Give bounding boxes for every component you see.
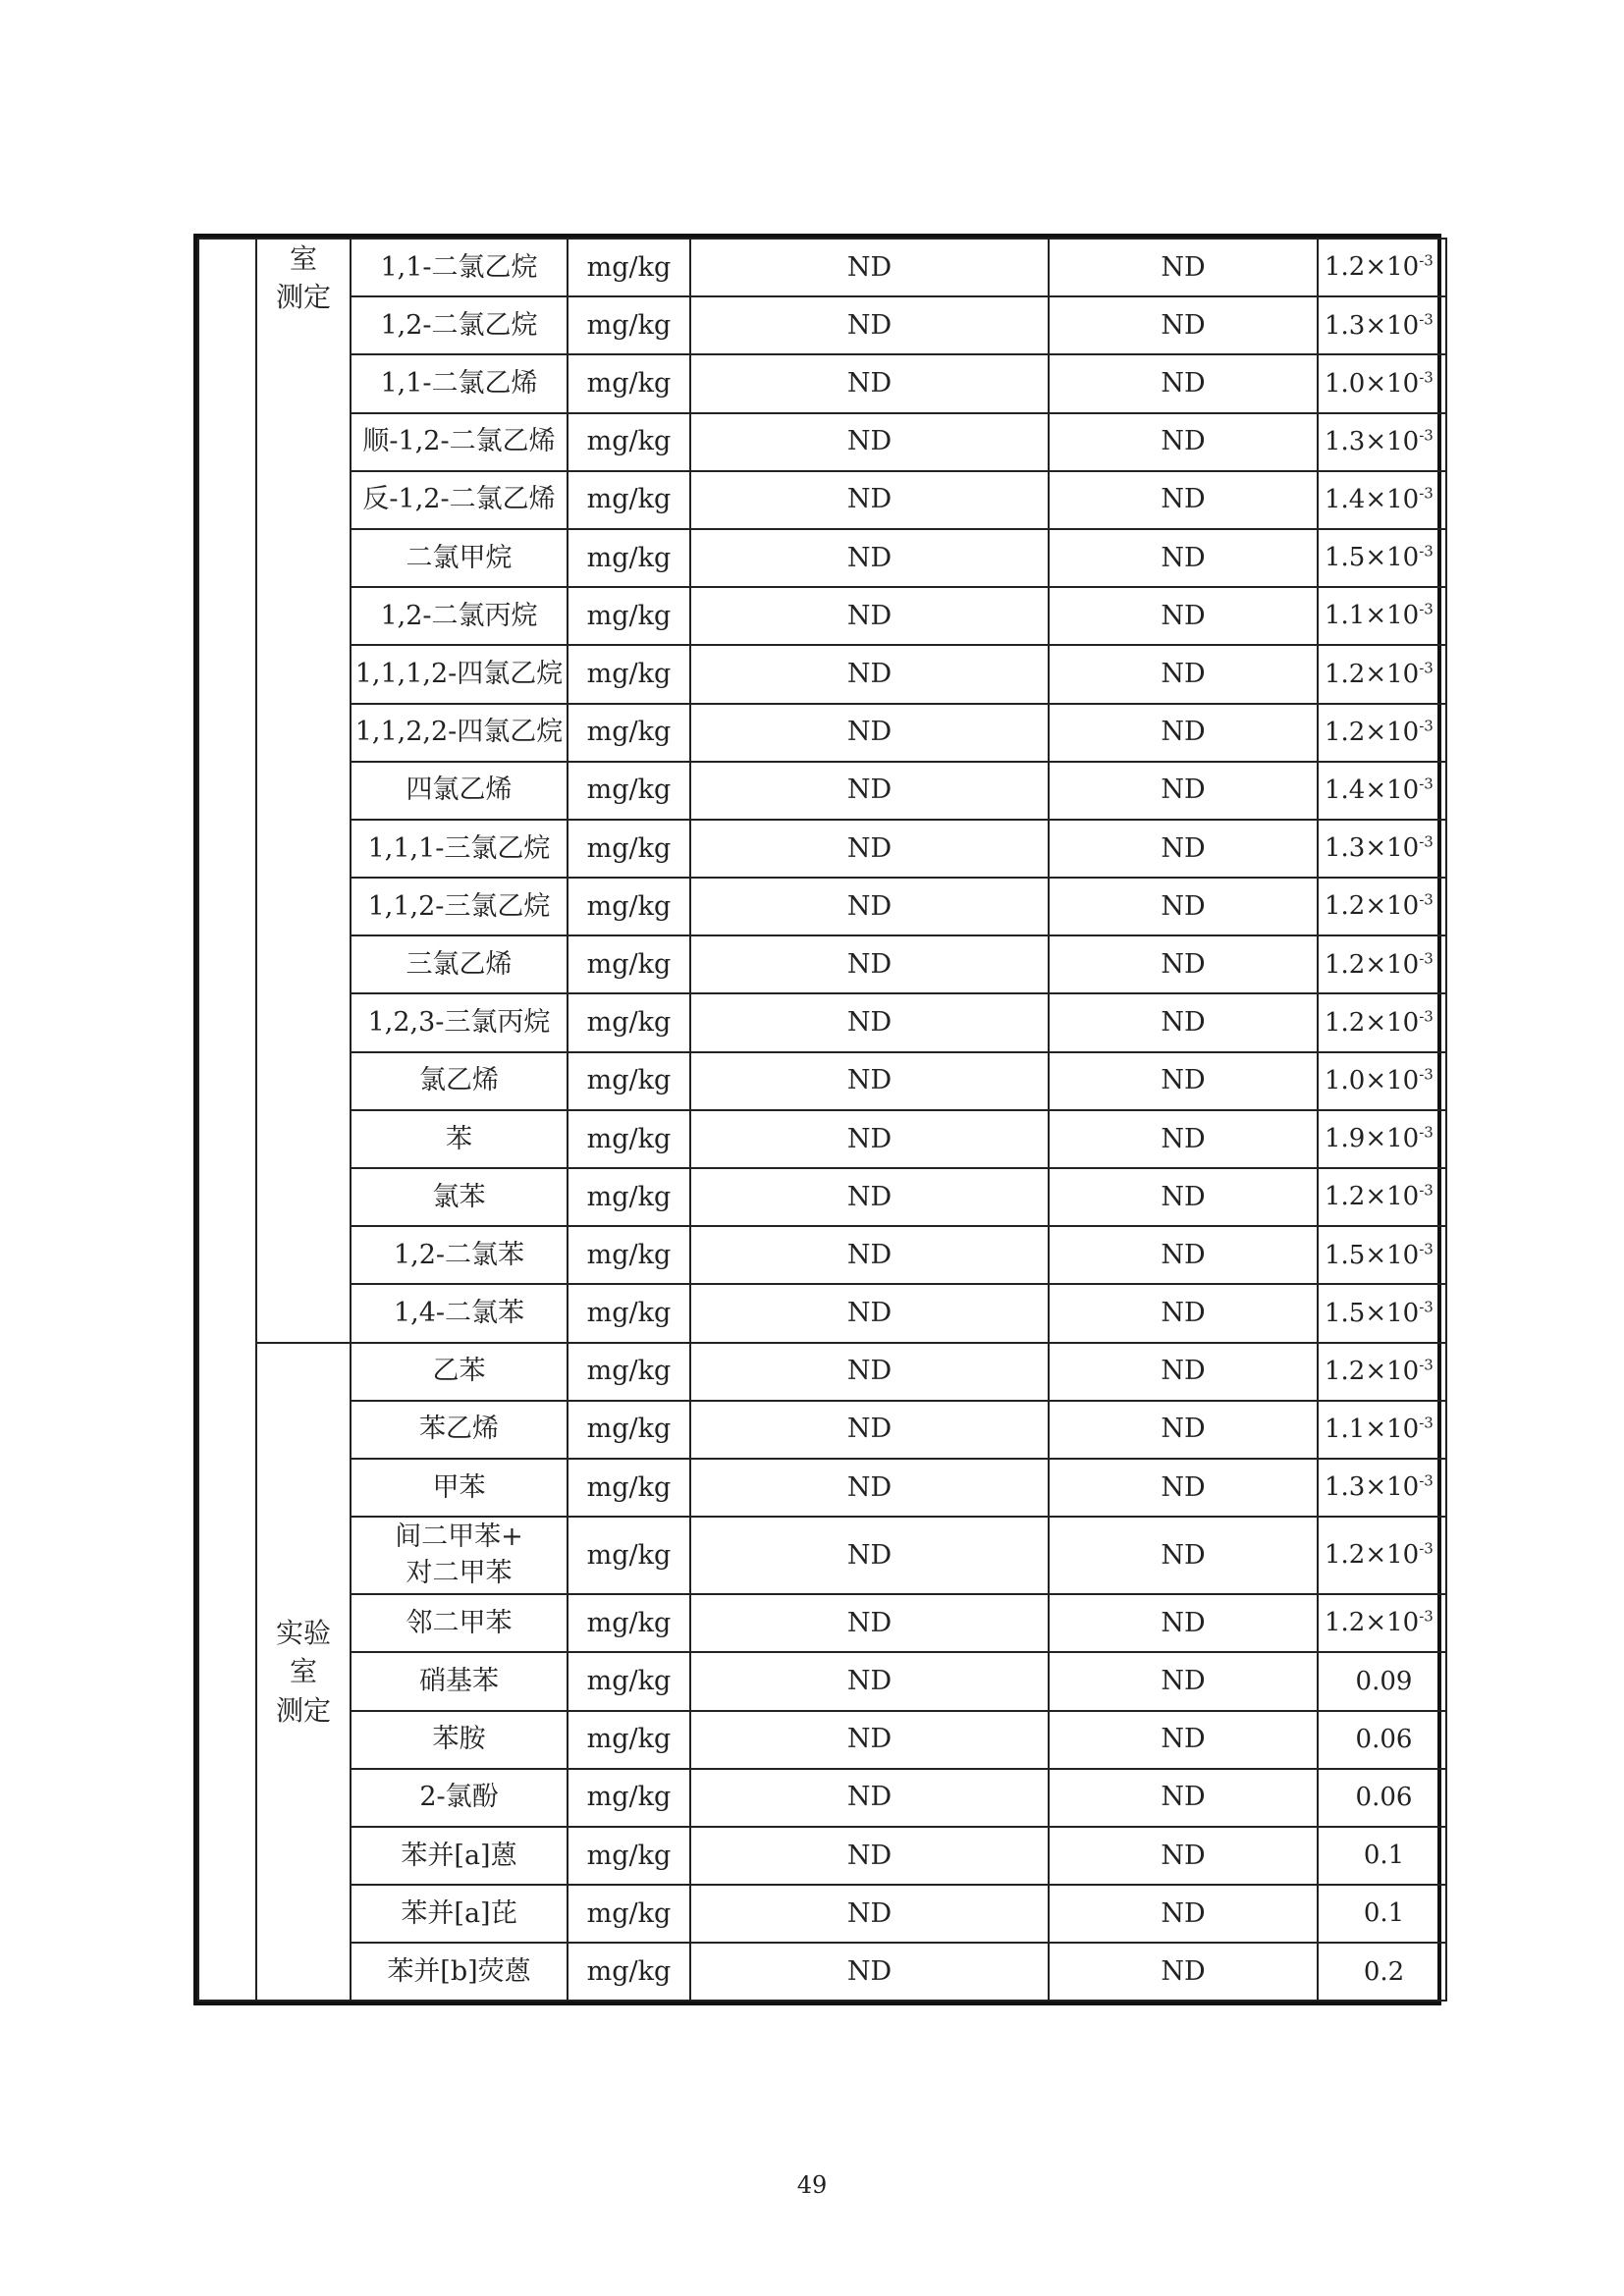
detection-limit-text: $1.4\times 10^{-3}$ [1325,774,1434,806]
unit-cell: mg/kg [568,820,690,878]
exponent: -3 [1419,774,1434,793]
table-row [198,354,1446,412]
analyte-name: 顺-1,2-二氯乙烯 [351,413,568,471]
category-blank-cell [198,239,256,2001]
results-table [197,238,1447,2002]
exponent: -3 [1419,1298,1434,1316]
result-value-1: ND [690,993,1049,1051]
result-value-2: ND [1049,1226,1318,1284]
exponent: -3 [1419,600,1434,618]
detection-limit-text: $1.3\times 10^{-3}$ [1325,832,1434,864]
unit-cell: mg/kg [568,1284,690,1342]
exponent: -3 [1419,484,1434,503]
exponent: -3 [1419,368,1434,387]
unit-cell: mg/kg [568,239,690,296]
result-value-2: ND [1049,1943,1318,2001]
detection-limit-text: $1.2\times 10^{-3}$ [1325,659,1434,689]
result-value-1: ND [690,1885,1049,1943]
result-value-1: ND [690,1652,1049,1710]
analyte-name: 乙苯 [351,1343,568,1401]
table-row [198,587,1446,645]
result-value-2: ND [1049,1284,1318,1342]
detection-limit-text: 0.06 [1355,1724,1413,1754]
results-table-container [193,234,1441,2005]
table-row [198,1110,1446,1168]
result-value-2: ND [1049,413,1318,471]
unit-cell: mg/kg [568,1594,690,1652]
detection-limit-text: $1.3\times 10^{-3}$ [1325,309,1434,341]
exponent: -3 [1419,948,1434,967]
result-value-1: ND [690,1459,1049,1517]
result-value-2: ND [1049,354,1318,412]
result-value-1: ND [690,935,1049,993]
exponent: -3 [1419,1181,1434,1200]
table-row [198,413,1446,471]
exponent: -3 [1419,1471,1434,1490]
analyte-name: 1,1,2,2-四氯乙烷 [351,704,568,762]
result-value-1: ND [690,1594,1049,1652]
table-row [198,1168,1446,1226]
analyte-name: 1,2-二氯苯 [351,1226,568,1284]
result-value-1: ND [690,1110,1049,1168]
table-row [198,471,1446,529]
unit-cell: mg/kg [568,1110,690,1168]
table-row [198,1459,1446,1517]
result-value-1: ND [690,354,1049,412]
result-value-2: ND [1049,529,1318,587]
detection-limit [1318,1517,1446,1594]
exponent: -3 [1419,1065,1434,1084]
detection-limit-text: $1.0\times 10^{-3}$ [1325,368,1434,399]
detection-limit [1318,935,1446,993]
analyte-name: 2-氯酚 [351,1769,568,1827]
exponent: -3 [1419,251,1434,270]
result-value-2: ND [1049,587,1318,645]
result-value-2: ND [1049,1769,1318,1827]
exponent: -3 [1419,309,1434,328]
detection-limit [1318,1459,1446,1517]
detection-limit-text: $1.2\times 10^{-3}$ [1325,1539,1434,1571]
analyte-name: 苯胺 [351,1711,568,1769]
result-value-2: ND [1049,1652,1318,1710]
detection-limit [1318,1110,1446,1168]
result-value-1: ND [690,1343,1049,1401]
page-number: 49 [796,2171,828,2199]
result-value-2: ND [1049,239,1318,296]
detection-limit-text: $1.2\times 10^{-3}$ [1325,1356,1434,1386]
detection-limit [1318,645,1446,703]
detection-limit-text: 0.1 [1363,1898,1405,1929]
analyte-name: 1,2-二氯乙烷 [351,296,568,354]
detection-limit-text: 0.06 [1355,1783,1413,1813]
detection-limit-text: $1.1\times 10^{-3}$ [1325,600,1434,631]
detection-limit [1318,820,1446,878]
group-label-lower: 实验 室 测定 [256,1343,351,2002]
analyte-name: 1,2-二氯丙烷 [351,587,568,645]
table-row [198,935,1446,993]
analyte-name: 二氯甲烷 [351,529,568,587]
table-row [198,1769,1446,1827]
detection-limit-text: 0.2 [1363,1956,1405,1987]
group-label-upper: 室 测定 [256,239,351,1343]
unit-cell: mg/kg [568,1827,690,1885]
result-value-2: ND [1049,878,1318,935]
result-value-1: ND [690,1517,1049,1594]
result-value-1: ND [690,1284,1049,1342]
detection-limit [1318,1711,1446,1769]
unit-cell: mg/kg [568,993,690,1051]
result-value-2: ND [1049,1401,1318,1459]
analyte-name: 氯苯 [351,1168,568,1226]
result-value-2: ND [1049,704,1318,762]
analyte-name: 氯乙烯 [351,1052,568,1110]
table-row [198,1827,1446,1885]
result-value-1: ND [690,645,1049,703]
detection-limit-text: $1.4\times 10^{-3}$ [1325,484,1434,515]
detection-limit [1318,878,1446,935]
unit-cell: mg/kg [568,878,690,935]
analyte-name: 1,1-二氯乙烯 [351,354,568,412]
table-row [198,1594,1446,1652]
detection-limit [1318,1769,1446,1827]
detection-limit-text: $1.9\times 10^{-3}$ [1325,1123,1434,1154]
table-row [198,1401,1446,1459]
result-value-2: ND [1049,1168,1318,1226]
detection-limit-text: $1.5\times 10^{-3}$ [1325,1298,1434,1328]
detection-limit [1318,1226,1446,1284]
analyte-name: 苯 [351,1110,568,1168]
unit-cell: mg/kg [568,529,690,587]
analyte-name: 1,1-二氯乙烷 [351,239,568,296]
result-value-2: ND [1049,1594,1318,1652]
detection-limit-text: $1.3\times 10^{-3}$ [1325,1471,1434,1503]
detection-limit-text: $1.2\times 10^{-3}$ [1325,1181,1434,1212]
analyte-name: 1,4-二氯苯 [351,1284,568,1342]
detection-limit [1318,413,1446,471]
exponent: -3 [1419,426,1434,445]
result-value-2: ND [1049,1711,1318,1769]
result-value-2: ND [1049,296,1318,354]
analyte-name: 1,1,1-三氯乙烷 [351,820,568,878]
result-value-1: ND [690,529,1049,587]
table-row [198,1517,1446,1594]
unit-cell: mg/kg [568,471,690,529]
result-value-1: ND [690,239,1049,296]
detection-limit [1318,762,1446,820]
detection-limit [1318,1052,1446,1110]
analyte-name: 间二甲苯+ 对二甲苯 [351,1517,568,1594]
result-value-1: ND [690,1769,1049,1827]
result-value-2: ND [1049,993,1318,1051]
result-value-2: ND [1049,1885,1318,1943]
result-value-2: ND [1049,1827,1318,1885]
result-value-1: ND [690,471,1049,529]
detection-limit [1318,529,1446,587]
result-value-2: ND [1049,1343,1318,1401]
result-value-1: ND [690,762,1049,820]
detection-limit [1318,1827,1446,1885]
unit-cell: mg/kg [568,762,690,820]
result-value-2: ND [1049,935,1318,993]
detection-limit-text: $1.2\times 10^{-3}$ [1325,890,1434,922]
analyte-name: 反-1,2-二氯乙烯 [351,471,568,529]
exponent: -3 [1419,1007,1434,1026]
table-row [198,820,1446,878]
detection-limit-text: $1.2\times 10^{-3}$ [1325,717,1434,747]
detection-limit [1318,1594,1446,1652]
table-row [198,239,1446,296]
detection-limit [1318,354,1446,412]
analyte-name: 苯乙烯 [351,1401,568,1459]
table-row [198,1226,1446,1284]
table-row [198,645,1446,703]
result-value-1: ND [690,878,1049,935]
detection-limit [1318,993,1446,1051]
detection-limit-text: 0.1 [1363,1841,1405,1871]
analyte-name: 1,1,2-三氯乙烷 [351,878,568,935]
result-value-1: ND [690,587,1049,645]
exponent: -3 [1419,1607,1434,1626]
unit-cell: mg/kg [568,1052,690,1110]
result-value-1: ND [690,820,1049,878]
result-value-1: ND [690,1168,1049,1226]
result-value-1: ND [690,296,1049,354]
detection-limit [1318,1652,1446,1710]
result-value-2: ND [1049,1052,1318,1110]
exponent: -3 [1419,1414,1434,1432]
results-table-body [198,239,1446,2001]
analyte-name: 硝基苯 [351,1652,568,1710]
result-value-1: ND [690,1052,1049,1110]
analyte-name: 苯并[a]蒽 [351,1827,568,1885]
table-row [198,1284,1446,1342]
table-row [198,1711,1446,1769]
table-row [198,1943,1446,2001]
result-value-2: ND [1049,645,1318,703]
exponent: -3 [1419,1539,1434,1558]
analyte-name: 三氯乙烯 [351,935,568,993]
result-value-1: ND [690,1401,1049,1459]
unit-cell: mg/kg [568,413,690,471]
unit-cell: mg/kg [568,645,690,703]
detection-limit-text: $1.2\times 10^{-3}$ [1325,251,1434,283]
result-value-2: ND [1049,820,1318,878]
unit-cell: mg/kg [568,1517,690,1594]
result-value-2: ND [1049,1110,1318,1168]
exponent: -3 [1419,659,1434,676]
unit-cell: mg/kg [568,1711,690,1769]
unit-cell: mg/kg [568,1885,690,1943]
exponent: -3 [1419,832,1434,851]
detection-limit-text: $1.1\times 10^{-3}$ [1325,1414,1434,1445]
result-value-1: ND [690,1711,1049,1769]
table-row [198,1652,1446,1710]
detection-limit [1318,296,1446,354]
exponent: -3 [1419,1123,1434,1142]
table-row [198,1052,1446,1110]
exponent: -3 [1419,1239,1434,1257]
detection-limit [1318,1168,1446,1226]
result-value-2: ND [1049,1459,1318,1517]
analyte-name: 甲苯 [351,1459,568,1517]
table-row [198,1885,1446,1943]
table-row [198,296,1446,354]
result-value-1: ND [690,1943,1049,2001]
result-value-2: ND [1049,1517,1318,1594]
result-value-2: ND [1049,762,1318,820]
detection-limit-text: $1.5\times 10^{-3}$ [1325,542,1434,573]
result-value-1: ND [690,1226,1049,1284]
exponent: -3 [1419,542,1434,561]
detection-limit [1318,239,1446,296]
detection-limit [1318,1885,1446,1943]
table-row [198,529,1446,587]
unit-cell: mg/kg [568,354,690,412]
table-row [198,1343,1446,1401]
table-row [198,704,1446,762]
detection-limit-text: $1.5\times 10^{-3}$ [1325,1239,1434,1270]
unit-cell: mg/kg [568,935,690,993]
result-value-1: ND [690,1827,1049,1885]
result-value-2: ND [1049,471,1318,529]
unit-cell: mg/kg [568,296,690,354]
analyte-name: 1,2,3-三氯丙烷 [351,993,568,1051]
table-row [198,993,1446,1051]
detection-limit-text: $1.0\times 10^{-3}$ [1325,1065,1434,1095]
detection-limit-text: $1.3\times 10^{-3}$ [1325,426,1434,456]
exponent: -3 [1419,1356,1434,1374]
detection-limit [1318,471,1446,529]
table-row [198,762,1446,820]
detection-limit-text: $1.2\times 10^{-3}$ [1325,948,1434,980]
result-value-1: ND [690,704,1049,762]
detection-limit [1318,704,1446,762]
detection-limit-text: $1.2\times 10^{-3}$ [1325,1607,1434,1638]
detection-limit-text: 0.09 [1355,1666,1413,1696]
detection-limit [1318,587,1446,645]
detection-limit-text: $1.2\times 10^{-3}$ [1325,1007,1434,1038]
table-row [198,878,1446,935]
analyte-name: 苯并[b]荧蒽 [351,1943,568,2001]
analyte-name: 苯并[a]芘 [351,1885,568,1943]
analyte-name: 四氯乙烯 [351,762,568,820]
unit-cell: mg/kg [568,1769,690,1827]
unit-cell: mg/kg [568,704,690,762]
unit-cell: mg/kg [568,1168,690,1226]
unit-cell: mg/kg [568,1401,690,1459]
unit-cell: mg/kg [568,1459,690,1517]
analyte-name: 邻二甲苯 [351,1594,568,1652]
detection-limit [1318,1943,1446,2001]
detection-limit [1318,1284,1446,1342]
unit-cell: mg/kg [568,1343,690,1401]
exponent: -3 [1419,717,1434,735]
exponent: -3 [1419,890,1434,909]
detection-limit [1318,1401,1446,1459]
unit-cell: mg/kg [568,1652,690,1710]
unit-cell: mg/kg [568,1226,690,1284]
unit-cell: mg/kg [568,1943,690,2001]
unit-cell: mg/kg [568,587,690,645]
result-value-1: ND [690,413,1049,471]
analyte-name: 1,1,1,2-四氯乙烷 [351,645,568,703]
detection-limit [1318,1343,1446,1401]
